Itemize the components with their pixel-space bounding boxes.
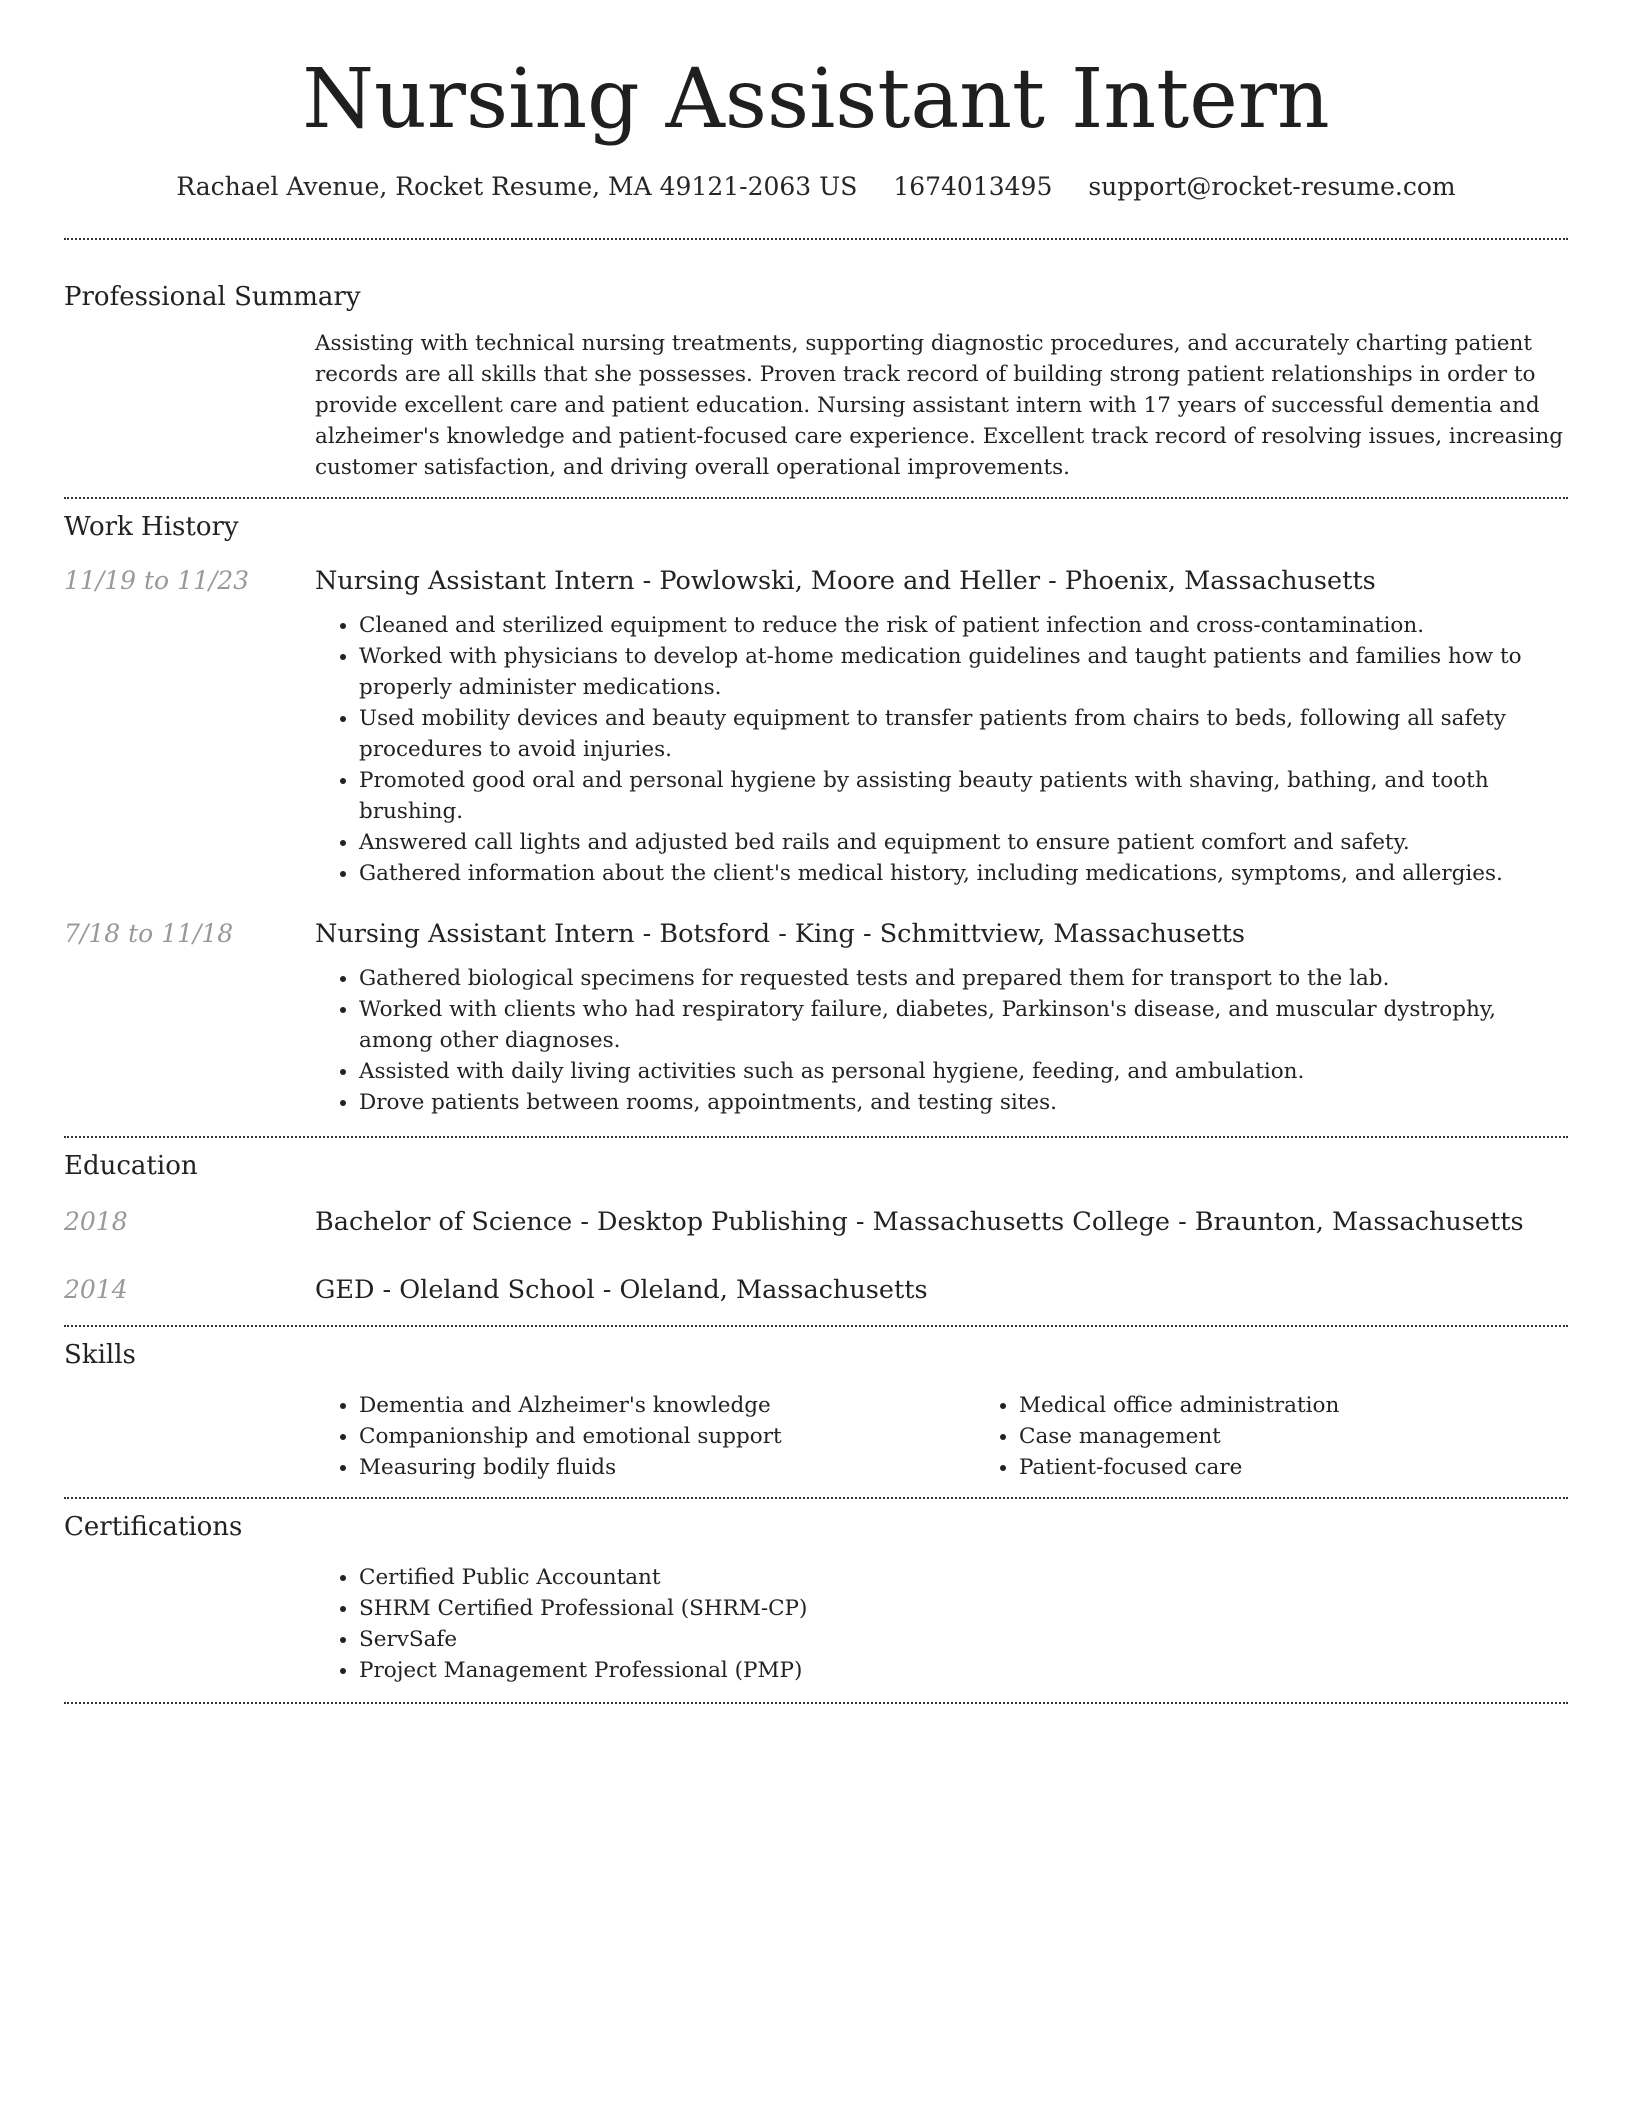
list-item: • Worked with clients who had respiratory failure, diabetes, Parkinson's disease, and muscular dystrophy, among other diagnoses. (359, 994, 1568, 1056)
certification-item: • ServSafe (359, 1624, 1568, 1655)
education-year: 2014 (64, 1275, 128, 1304)
certifications-heading: Certifications (64, 1512, 243, 1542)
summary-text: Assisting with technical nursing treatments, supporting diagnostic procedures, and accurately charting patient records are all skills that she possesses. Proven track record of building strong patient relationships in order to provide excellent care and patient education. Nursing assistant intern with 17 years of successful dementia and alzheimer's knowledge and patient-focused care experience. Excellent track record of resolving issues, increasing customer satisfaction, and driving overall operational improvements. (315, 331, 1563, 480)
education-degree: Bachelor of Science - Desktop Publishing (315, 1207, 848, 1237)
education-heading-line (315, 1273, 1568, 1307)
skills-column (975, 1390, 1632, 1483)
list-item: • Gathered biological specimens for requested tests and prepared them for transport to the lab. (359, 963, 1568, 994)
job-details: - Botsford - King - Schmittview, Massachusetts (634, 919, 1245, 949)
certification-item: • Project Management Professional (PMP) (359, 1655, 1568, 1686)
skill-item: • Case management (1019, 1421, 1632, 1452)
job-entry (64, 917, 1568, 1118)
resume-name: Nursing Assistant Intern (302, 52, 1330, 147)
job-entry (64, 564, 1568, 889)
education-heading-line (315, 1205, 1568, 1239)
education-entry (64, 1205, 1568, 1239)
skill-item: • Medical office administration (1019, 1390, 1632, 1421)
section-divider (64, 1497, 1568, 1499)
job-role: Nursing Assistant Intern (315, 919, 635, 949)
list-item: • Worked with physicians to develop at-home medication guidelines and taught patients and families how to properly administer medications. (359, 641, 1568, 703)
education-year: 2018 (64, 1207, 128, 1236)
list-item: • Drove patients between rooms, appointments, and testing sites. (359, 1087, 1568, 1118)
certifications-list (315, 1562, 1568, 1686)
section-divider (64, 1325, 1568, 1327)
work-history-heading: Work History (64, 512, 239, 542)
skills-row (64, 1390, 1568, 1483)
education-heading: Education (64, 1151, 198, 1181)
job-heading (315, 917, 1568, 951)
skills-column (315, 1390, 975, 1483)
summary-heading: Professional Summary (64, 282, 361, 312)
certifications-row (64, 1562, 1568, 1686)
contact-email: support@rocket-resume.com (1088, 172, 1456, 201)
education-degree: GED (315, 1275, 375, 1305)
job-dates: 7/18 to 11/18 (64, 919, 234, 948)
section-divider (64, 1136, 1568, 1138)
education-entry (64, 1273, 1568, 1307)
skills-grid (315, 1390, 1632, 1483)
list-item: • Assisted with daily living activities such as personal hygiene, feeding, and ambulation. (359, 1056, 1568, 1087)
job-dates: 11/19 to 11/23 (64, 566, 250, 595)
skill-item: • Patient-focused care (1019, 1452, 1632, 1483)
skill-item: • Measuring bodily fluids (359, 1452, 975, 1483)
list-item: • Promoted good oral and personal hygiene by assisting beauty patients with shaving, bathing, and tooth brushing. (359, 765, 1568, 827)
skills-heading: Skills (64, 1340, 136, 1370)
job-details: - Powlowski, Moore and Heller - Phoenix, Massachusetts (634, 566, 1376, 596)
job-role: Nursing Assistant Intern (315, 566, 635, 596)
contact-address: Rachael Avenue, Rocket Resume, MA 49121-2063 US (176, 172, 858, 201)
section-divider (64, 1702, 1568, 1704)
education-details: - Oleland School - Oleland, Massachusetts (374, 1275, 928, 1305)
list-item: • Answered call lights and adjusted bed rails and equipment to ensure patient comfort and safety. (359, 827, 1568, 858)
job-bullets (315, 610, 1568, 889)
job-heading (315, 564, 1568, 598)
contact-phone: 1674013495 (893, 172, 1053, 201)
certification-item: • Certified Public Accountant (359, 1562, 1568, 1593)
certification-item: • SHRM Certified Professional (SHRM-CP) (359, 1593, 1568, 1624)
section-divider (64, 238, 1568, 240)
job-bullets (315, 963, 1568, 1118)
list-item: • Gathered information about the client's medical history, including medications, symptoms, and allergies. (359, 858, 1568, 889)
contact-line (64, 170, 1568, 204)
summary-row (64, 328, 1568, 483)
list-item: • Cleaned and sterilized equipment to reduce the risk of patient infection and cross-contamination. (359, 610, 1568, 641)
education-details: - Massachusetts College - Braunton, Massachusetts (847, 1207, 1524, 1237)
skill-item: • Dementia and Alzheimer's knowledge (359, 1390, 975, 1421)
list-item: • Used mobility devices and beauty equipment to transfer patients from chairs to beds, following all safety procedures to avoid injuries. (359, 703, 1568, 765)
skill-item: • Companionship and emotional support (359, 1421, 975, 1452)
section-divider (64, 497, 1568, 499)
